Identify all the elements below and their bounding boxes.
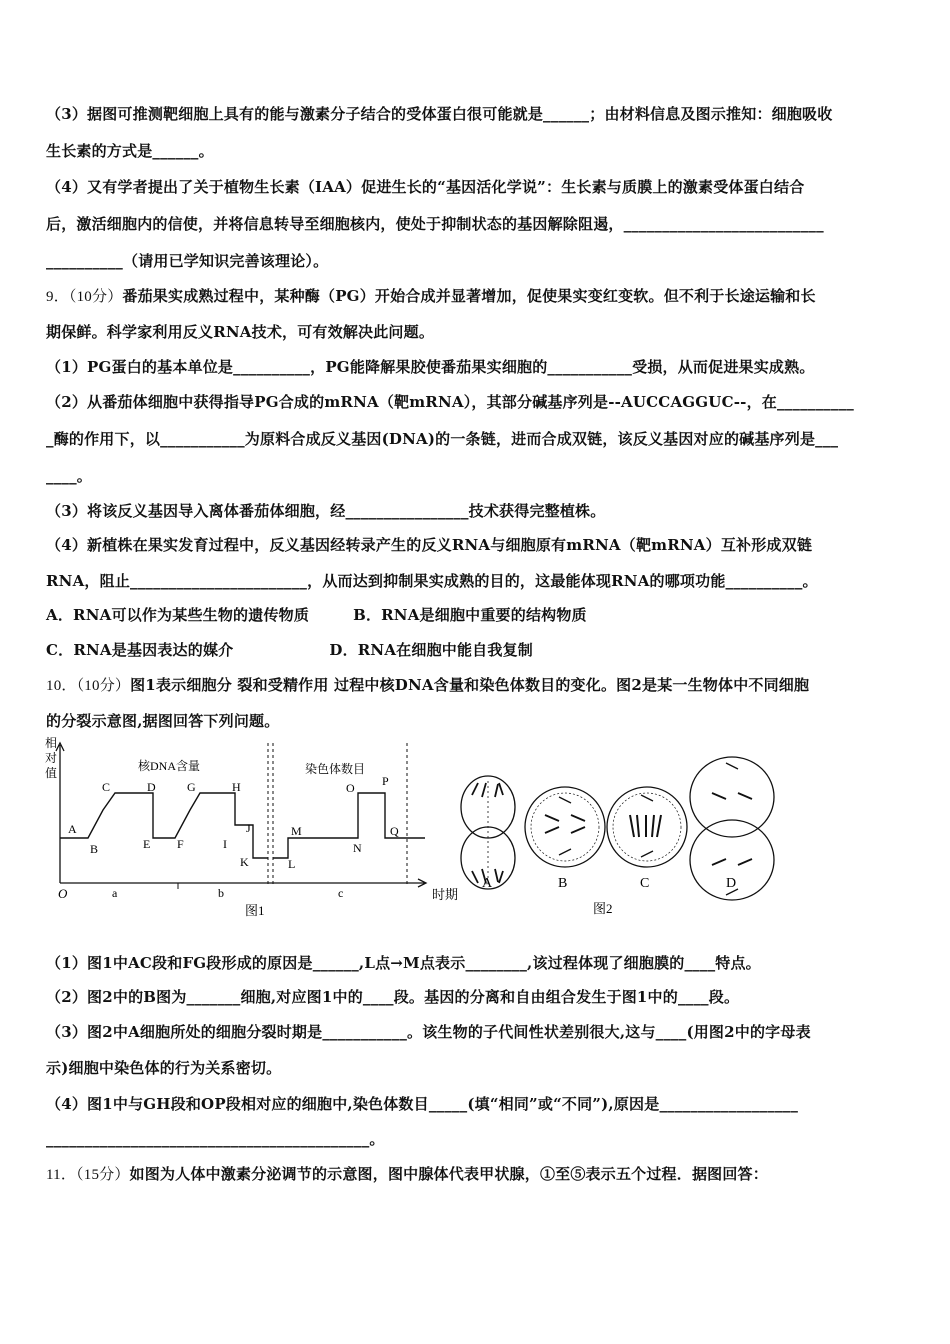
point-C: C xyxy=(102,780,111,794)
q10-part1: （1）图1中AC段和FG段形成的原因是______,L点→M点表示________,该过程体现了细胞膜的____特点。 xyxy=(46,954,761,972)
fig1-ylabel-1: 相 xyxy=(45,736,58,750)
fig1-stage-a: a xyxy=(112,886,118,900)
q10-part4-line1: （4）图1中与GH段和OP段相对应的细胞中,染色体数目_____(填“相同”或“不同”),原因是__________________ xyxy=(46,1095,799,1113)
q9-part2-line2: _酶的作用下，以___________为原料合成反义基因(DNA)的一条链，进而合成双链，该反义基因对应的碱基序列是___ xyxy=(46,430,839,448)
point-P: P xyxy=(382,774,389,788)
fig2-cell-c xyxy=(607,787,687,867)
fig2-caption: 图2 xyxy=(593,901,613,916)
fig2-label-a: A xyxy=(482,876,493,891)
point-H: H xyxy=(232,780,241,794)
q9-part2-line1: （2）从番茄体细胞中获得指导PG合成的mRNA（靶mRNA），其部分碱基序列是--AUCCAGGUC--，在__________ xyxy=(46,393,854,411)
fig2-cell-a xyxy=(461,776,515,889)
q9-stem-line2: 期保鲜。科学家利用反义RNA技术，可有效解决此问题。 xyxy=(46,323,435,341)
fig1-stage-c: c xyxy=(338,886,344,900)
q10-part4-line2: __________________________________________。 xyxy=(46,1130,385,1148)
q9-part4-line2: RNA，阻止_______________________，从而达到抑制果实成熟的目的，这最能体现RNA的哪项功能__________。 xyxy=(46,572,818,590)
q10-number: 10．（10分） xyxy=(46,678,131,694)
fig1-label-dna: 核DNA含量 xyxy=(138,759,200,773)
fig1-origin: O xyxy=(58,886,68,901)
q9-option-b: B．RNA是细胞中重要的结构物质 xyxy=(353,606,587,624)
fig1-ylabel-2: 对 xyxy=(45,751,58,765)
q10-part3-line1: （3）图2中A细胞所处的细胞分裂时期是___________。该生物的子代间性状差别很大,这与____(用图2中的字母表 xyxy=(46,1023,811,1041)
fig1-point-labels xyxy=(68,774,399,871)
q9-option-a: A．RNA可以作为某些生物的遗传物质 xyxy=(46,606,310,624)
q9-number: 9．（10分） xyxy=(46,289,123,305)
point-F: F xyxy=(177,837,184,851)
point-O: O xyxy=(346,781,355,795)
q8-part3-line2: 生长素的方式是______。 xyxy=(46,142,214,160)
q8-part4-line1: （4）又有学者提出了关于植物生长素（IAA）促进生长的“基因活化学说”：生长素与质膜上的激素受体蛋白结合 xyxy=(46,178,805,196)
fig1-caption: 图1 xyxy=(245,903,265,918)
point-D: D xyxy=(147,780,156,794)
q9-options-row2 xyxy=(46,639,906,660)
point-E: E xyxy=(143,837,151,851)
q10-stem-line2: 的分裂示意图,据图回答下列问题。 xyxy=(46,712,280,730)
q10-stem-line1: 10．（10分）图1表示细胞分 裂和受精作用 过程中核DNA含量和染色体数目的变化。图2是某一生物体中不同细胞 xyxy=(46,676,810,694)
q9-option-d: D．RNA在细胞中能自我复制 xyxy=(329,641,533,659)
q11-number: 11．（15分） xyxy=(46,1167,130,1183)
fig2-cell-b xyxy=(525,787,605,867)
q9-stem-line1: 9．（10分）番茄果实成熟过程中，某种酶（PG）开始合成并显著增加，促使果实变红变软。但不利于长途运输和长 xyxy=(46,287,816,305)
q10-figure-svg xyxy=(40,735,920,920)
q8-part4-line3: __________（请用已学知识完善该理论）。 xyxy=(46,252,329,270)
point-G: G xyxy=(187,780,196,794)
point-L: L xyxy=(288,857,296,871)
fig1-stage-b: b xyxy=(218,886,224,900)
point-N: N xyxy=(353,841,362,855)
fig2-label-b: B xyxy=(558,876,568,891)
point-K: K xyxy=(240,855,249,869)
fig1-ylabel-3: 值 xyxy=(45,766,58,780)
q10-part2: （2）图2中的B图为_______细胞,对应图1中的____段。基因的分离和自由组合发生于图1中的____段。 xyxy=(46,988,740,1006)
point-I: I xyxy=(223,837,227,851)
fig2-label-c: C xyxy=(640,876,650,891)
q9-part1: （1）PG蛋白的基本单位是__________，PG能降解果胶使番茄果实细胞的___________受损，从而促进果实成熟。 xyxy=(46,358,815,376)
q10-part3-line2: 示)细胞中染色体的行为关系密切。 xyxy=(46,1059,282,1077)
q9-part4-line1: （4）新植株在果实发育过程中，反义基因经转录产生的反义RNA与细胞原有mRNA（靶mRNA）互补形成双链 xyxy=(46,536,813,554)
fig1-label-chrom: 染色体数目 xyxy=(305,762,366,776)
point-B: B xyxy=(90,842,99,856)
point-A: A xyxy=(68,822,77,836)
point-M: M xyxy=(291,824,302,838)
q9-options-row1 xyxy=(46,604,906,625)
point-Q: Q xyxy=(390,824,399,838)
q8-part3-line1: （3）据图可推测靶细胞上具有的能与激素分子结合的受体蛋白很可能就是______；由材料信息及图示推知：细胞吸收 xyxy=(46,105,833,123)
q9-option-c: C．RNA是基因表达的媒介 xyxy=(46,641,234,659)
point-J: J xyxy=(246,821,251,835)
q9-part3: （3）将该反义基因导入离体番茄体细胞，经________________技术获得完整植株。 xyxy=(46,502,606,520)
q10-figure xyxy=(40,735,920,920)
q11-stem: 11．（15分）如图为人体中激素分泌调节的示意图，图中腺体代表甲状腺，①至⑤表示五个过程．据图回答： xyxy=(46,1165,768,1183)
q8-part4-line2: 后，激活细胞内的信使，并将信息转导至细胞核内，使处于抑制状态的基因解除阻遏，__________________________ xyxy=(46,215,824,233)
q9-part2-line3: ____。 xyxy=(46,467,93,485)
fig2-label-d: D xyxy=(726,876,737,891)
fig1-xlabel: 时期 xyxy=(432,887,459,902)
